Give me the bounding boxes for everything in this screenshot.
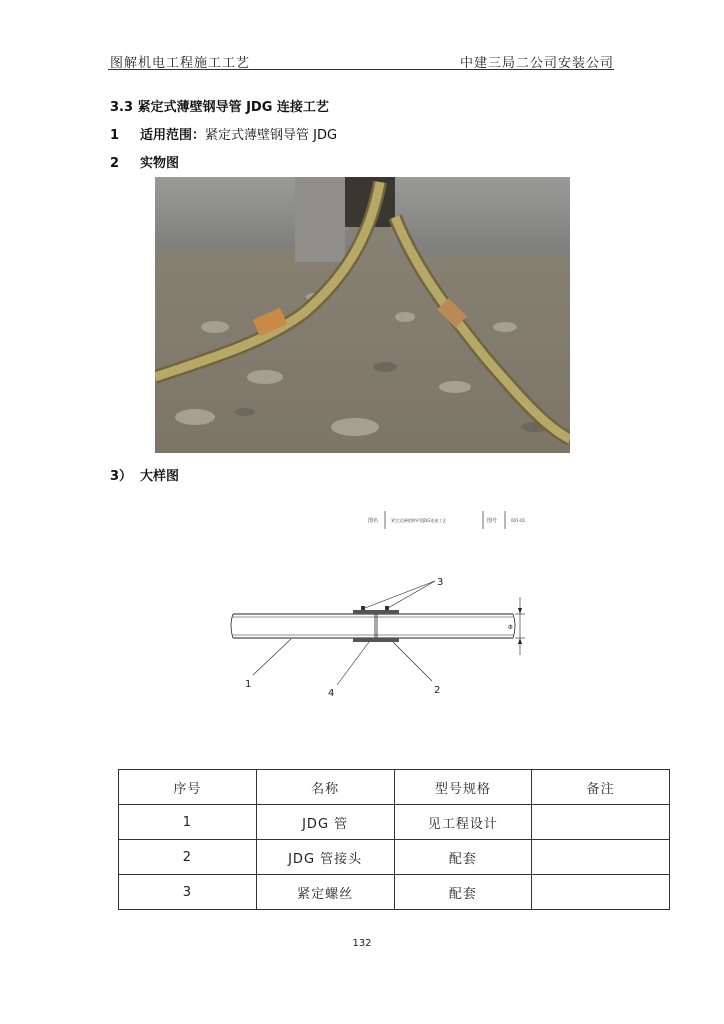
table-cell: 3 [119,875,257,910]
item-photo-heading [110,152,179,171]
title-block-name-label: 图名 [368,518,379,524]
page-number: 132 [352,938,372,949]
table-row [119,805,670,840]
callout-1: 1 [245,679,252,690]
table-cell: 配套 [394,840,532,875]
table-cell: 配套 [394,875,532,910]
table-header-row [119,770,670,805]
item-number: 3） [110,469,133,484]
section-number: 3.3 [110,100,134,115]
table-cell [532,805,670,840]
item-scope [110,124,337,143]
table-cell: 1 [119,805,257,840]
dimension-marker [508,597,525,655]
item-label: 适用范围： [140,128,206,143]
callout-4: 4 [328,688,335,699]
drawing-title-block [368,511,526,529]
section-title [110,96,329,115]
specification-table [118,769,670,910]
table-cell: 见工程设计 [394,805,532,840]
table-cell: 2 [119,840,257,875]
table-cell: 紧定螺丝 [256,875,394,910]
table-row [119,875,670,910]
table-cell [532,875,670,910]
column-header: 序号 [119,770,257,805]
item-text: 紧定式薄壁钢导管 JDG [205,128,338,143]
header-rule [108,69,614,70]
installation-photo [155,177,570,453]
item-number: 1 [110,128,120,143]
table-cell: JDG 管 [256,805,394,840]
column-header: 型号规格 [394,770,532,805]
title-block-name-value: 紧定式薄壁钢导管JDG连接工艺 [391,518,447,523]
item-label: 大样图 [140,469,180,484]
callout-2: 2 [434,685,441,696]
item-detail-heading [110,465,179,484]
section-title-text: 紧定式薄壁钢导管 JDG 连接工艺 [137,100,329,115]
pipe-section [231,606,515,642]
callout-3: 3 [437,577,444,588]
title-block-number-value: 001-01 [511,518,526,523]
column-header: 备注 [532,770,670,805]
table-cell: JDG 管接头 [256,840,394,875]
table-cell [532,840,670,875]
header-right-title: 中建三局二公司安装公司 [459,56,614,71]
header-left-title: 图解机电工程施工工艺 [110,56,251,71]
table-row [119,840,670,875]
title-block-number-label: 图号 [487,518,498,524]
column-header: 名称 [256,770,394,805]
item-label: 实物图 [140,156,180,171]
item-number: 2 [110,156,120,171]
dimension-label: Φ [508,624,513,631]
detail-drawing [225,505,545,705]
